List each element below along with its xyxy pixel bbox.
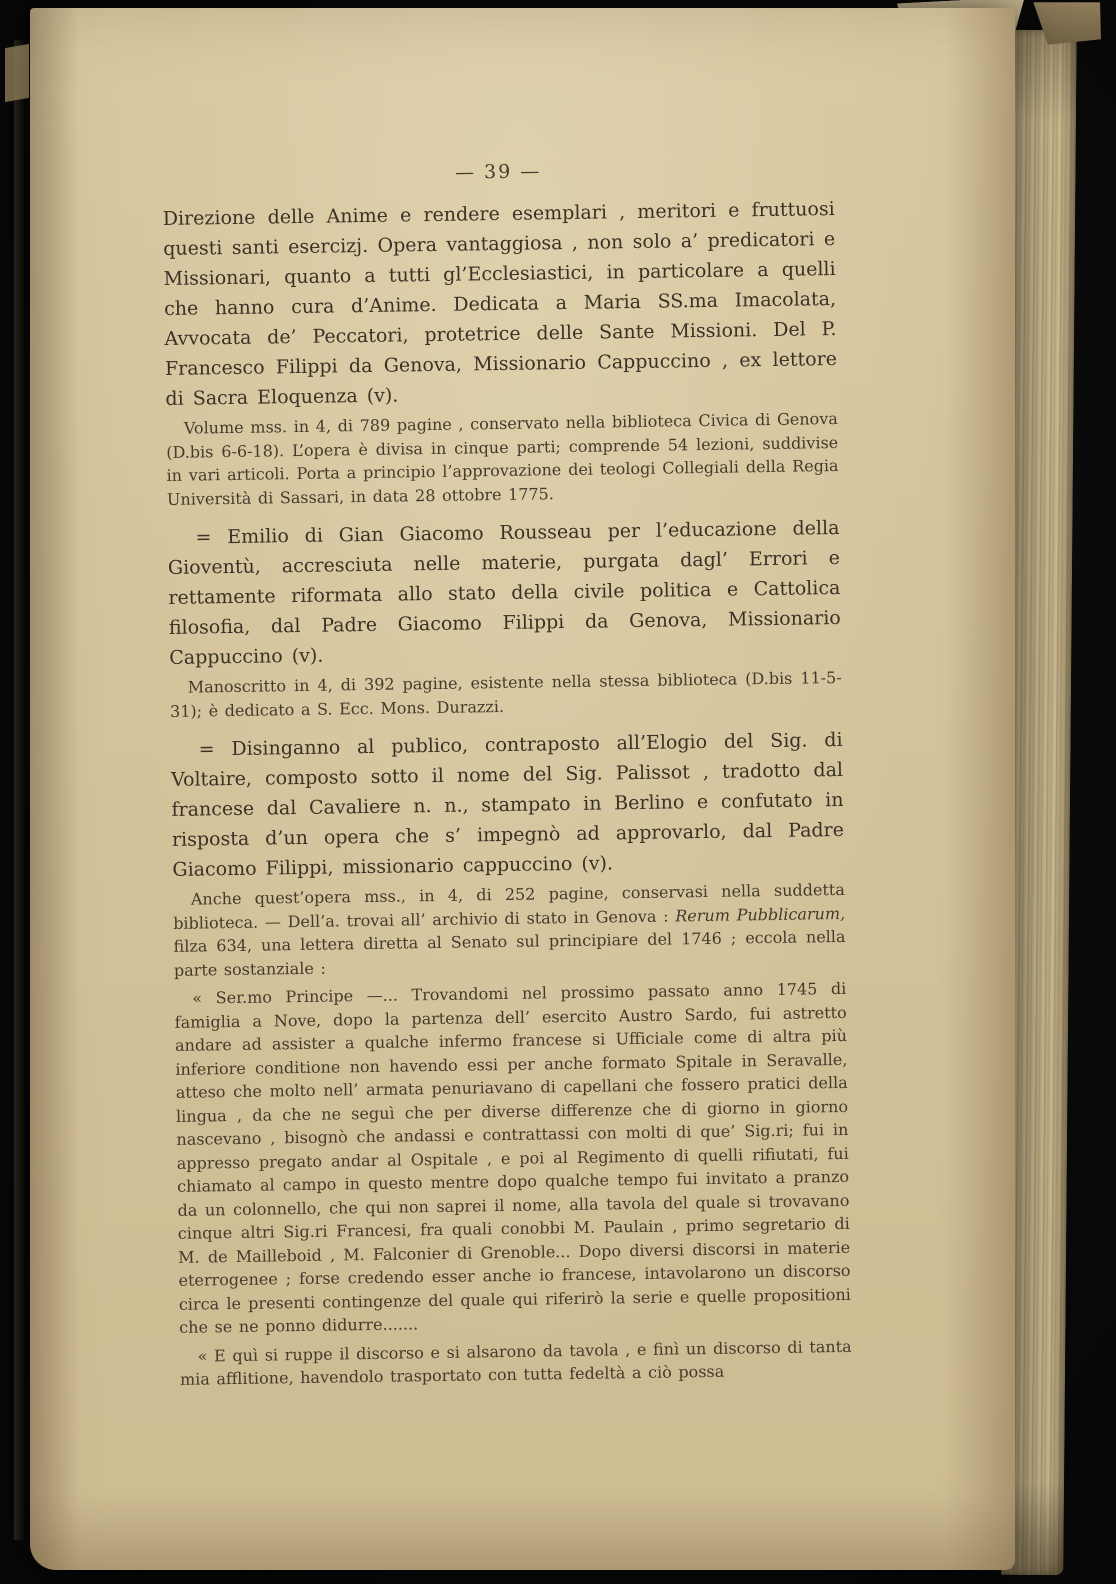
book-spine-shadow: [14, 40, 24, 1540]
paragraph-text-before-italic: Anche quest’opera mss., in 4, di 252 pagine, conservasi nella suddetta biblioteca. — Dell’a. trovai all’ archivio di stato in Genova :: [173, 879, 845, 933]
paragraph-volume-mss: Volume mss. in 4, di 789 pagine , conservato nella biblioteca Civica di Genova (D.bis 6-6-18). L’opera è divisa in cinque parti; comprende 54 lezioni, suddivise in vari articoli. Porta a principio l’approvazione dei teologi Collegiali della Regia Università di Sassari, in data 28 ottobre 1775.: [166, 409, 839, 509]
paragraph-direzione-anime: Direzione delle Anime e rendere esemplari , meritori e fruttuosi questi santi esercizj. Opera vantaggiosa , non solo a’ predicatori e Missionari, quanto a tutti gl’Ecclesiastici, in particolare a quelli che hanno cura d’Anime. Dedicata a Maria SS.ma Imacolata, Avvocata de’ Peccatori, protetrice delle Sante Missioni. Del P. Francesco Filippi da Genova, Missionario Cappuccino , ex lettore di Sacra Eloquenza (v).: [162, 198, 838, 410]
book-page: [30, 8, 1015, 1570]
paragraph-manoscritto: Manoscritto in 4, di 392 pagine, esistente nella stessa biblioteca (D.bis 11-5-31); è dedicato a S. Ecc. Mons. Durazzi.: [169, 667, 842, 721]
paragraph-disinganno: = Disinganno al publico, contraposto all’Elogio del Sig. di Voltaire, composto sotto il nome del Sig. Palissot , tradotto dal francese dal Cavaliere n. n., stampato in Berlino e confutato in risposta d’un opera che s’ impegnò ad approvarlo, dal Padre Giacomo Filippi, missionario cappuccino (v).: [170, 728, 845, 881]
paragraph-anche-quest-opera: [173, 878, 846, 982]
paragraph-sermo-principe-letter: « Ser.mo Principe —... Trovandomi nel prossimo passato anno 1745 di famiglia a Nove, dopo la partenza dell’ esercito Austro Sardo, fui astretto andare ad assister a qualche infermo francese si Ufficiale come di altra più inferiore conditione non havendo essi per anche formato Spitale in Seravalle, atteso che molto nell’ armata penuriavano di capellani che fossero pratici della lingua , da che ne seguì che per diverse differenze che di giorno in giorno nascevano , bisognò che andassi e contrattassi con molti di que’ Sig.ri; fui in appresso pregato andar al Ospitale , e poi al Regimento di quelli rifiutati, fui chiamato al campo in questo mentre dopo qualche tempo fui invitato a pranzo da un colonnello, che qui non saprei il nome, alla tavola del quale si trovavano cinque altri Sig.ri Francesi, fra quali conobbi M. Paulain , primo segretario di M. de Mailleboid , M. Falconier di Grenoble... Dopo diversi discorsi in materie eterrogenee ; forse credendo esser anche io francese, intavolarono un discorso circa le presenti contingenze del quale qui riferirò la serie e quelle propositioni che se ne ponno didurre.......: [174, 978, 851, 1337]
italic-title-rerum-pubblicarum: Rerum Pubblicarum,: [675, 903, 846, 925]
paragraph-e-qui-si-ruppe: « E quì si ruppe il discorso e si alsarono da tavola , e finì un discorso di tanta mia afflitione, havendolo trasportato con tutta fedeltà a ciò possa: [179, 1336, 852, 1389]
paragraph-emilio-rousseau: = Emilio di Gian Giacomo Rousseau per l’educazione della Gioventù, accresciuta nelle materie, purgata dagl’ Errori e rettamente riformata allo stato della civile politica e Cattolica filosofia, dal Padre Giacomo Filippi da Genova, Missionario Cappuccino (v).: [167, 516, 841, 669]
page-content: [162, 156, 852, 1396]
paragraph-text-after-italic: filza 634, una lettera diretta al Senato sul principiare del 1746 ; eccola nella parte sostanziale :: [173, 926, 846, 980]
page-number: — 39 —: [454, 160, 542, 184]
